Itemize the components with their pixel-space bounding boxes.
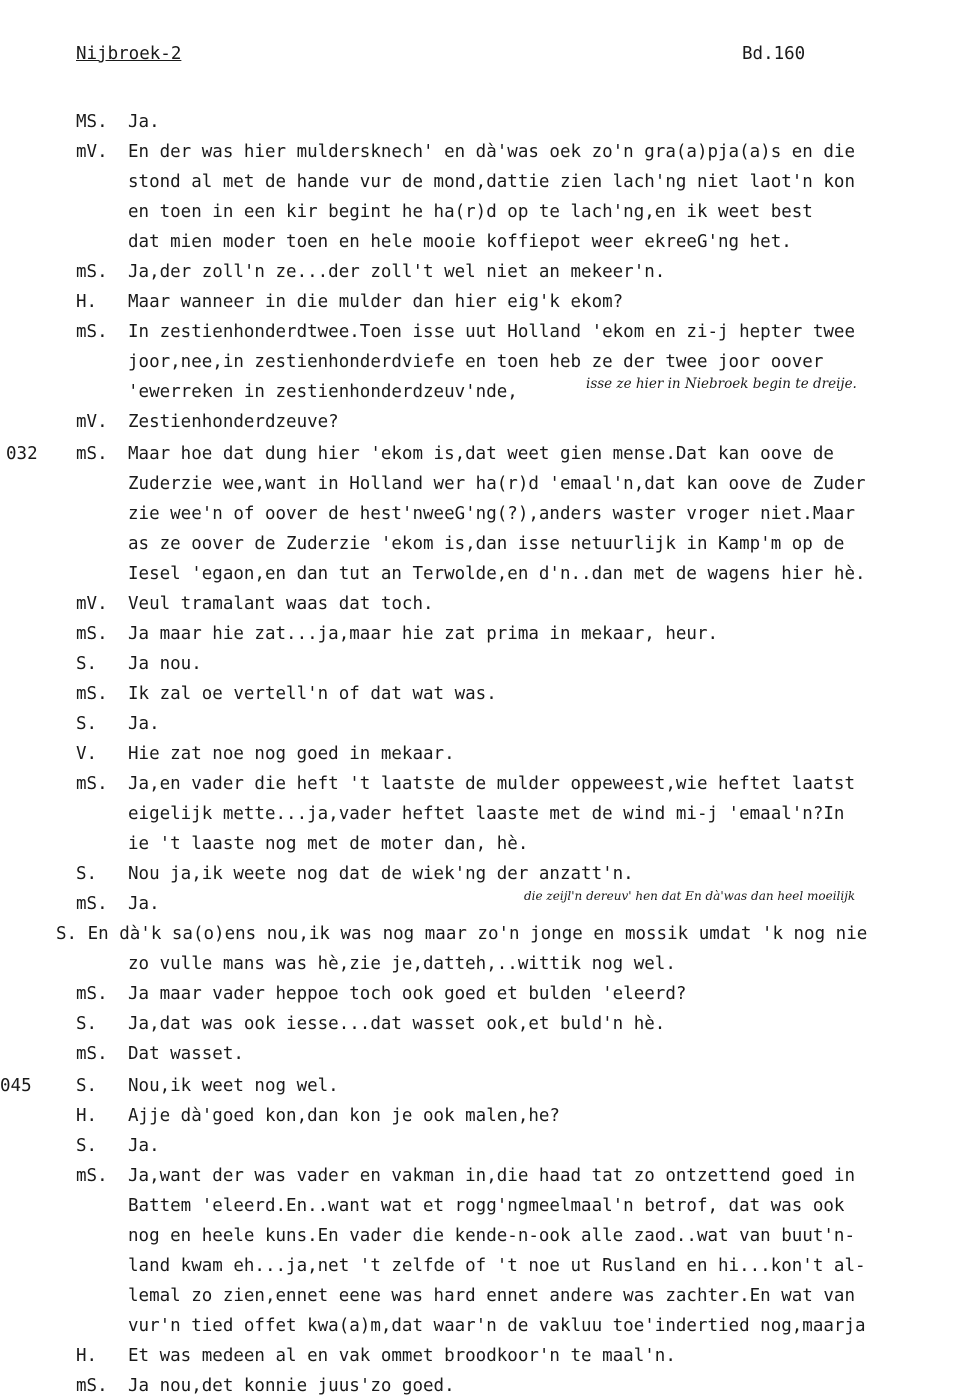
line-text: En der was hier muldersknech' en dà'was oek zo'n gra(a)pja(a)s en die: [128, 142, 855, 162]
line-text: Dat wasset.: [128, 1044, 244, 1064]
speaker-label: mV.: [76, 594, 108, 614]
transcript-line: [0, 110, 979, 140]
line-text: Iesel 'egaon,en dan tut an Terwolde,en d'n..dan met de wagens hier hè.: [128, 564, 866, 584]
speaker-label: mS.: [76, 624, 108, 644]
speaker-label: mV.: [76, 142, 108, 162]
line-text: Hie zat noe nog goed in mekaar.: [128, 744, 455, 764]
page-number: Bd.160: [742, 44, 806, 64]
line-text: Ja,want der was vader en vakman in,die haad tat zo ontzettend goed in: [128, 1166, 855, 1186]
transcript-line: [0, 742, 979, 772]
speaker-label: mS.: [76, 984, 108, 1004]
line-text: Maar wanneer in die mulder dan hier eig'k ekom?: [128, 292, 624, 312]
line-text: nog en heele kuns.En vader die kende-n-ook alle zaod..wat van buut'n-: [128, 1226, 855, 1246]
speaker-label: mS.: [76, 1044, 108, 1064]
margin-timestamp: 045: [0, 1076, 32, 1096]
transcript-line: [0, 1042, 979, 1072]
transcript-line: [0, 1344, 979, 1374]
line-text: Ja.: [128, 714, 160, 734]
transcript-line: [0, 652, 979, 682]
line-text: en toen in een kir begint he ha(r)d op te lach'ng,en ik weet best: [128, 202, 813, 222]
speaker-label: S.: [76, 864, 98, 884]
line-text: 'ewerreken in zestienhonderdzeuv'nde,: [128, 382, 518, 402]
transcript-line: [0, 472, 979, 502]
speaker-label: mS.: [76, 1166, 108, 1186]
speaker-label: mS.: [76, 322, 108, 342]
transcript-line: [0, 1254, 979, 1284]
line-text: Zestienhonderdzeuve?: [128, 412, 339, 432]
transcript-line: [0, 320, 979, 350]
line-text: Ja,dat was ook iesse...dat wasset ook,et buld'n hè.: [128, 1014, 666, 1034]
speaker-label: V.: [76, 744, 98, 764]
transcript-line: [0, 562, 979, 592]
transcript-line: [0, 802, 979, 832]
line-text: Ja.: [128, 894, 160, 914]
line-text: Veul tramalant waas dat toch.: [128, 594, 434, 614]
line-text: lemal zo zien,ennet eene was hard ennet andere was zachter.En wat van: [128, 1286, 855, 1306]
line-text: Battem 'eleerd.En..want wat et rogg'ngmeelmaal'n betrof, dat was ook: [128, 1196, 845, 1216]
transcript-line: [0, 592, 979, 622]
transcript-line: [0, 832, 979, 862]
margin-timestamp: 032: [6, 444, 38, 464]
line-text: Ajje dà'goed kon,dan kon je ook malen,he?: [128, 1106, 560, 1126]
transcript-line: [0, 982, 979, 1012]
speaker-label: mS.: [76, 894, 108, 914]
line-text: Ja.: [128, 112, 160, 132]
line-text: Ja nou.: [128, 654, 202, 674]
line-text: Zuderzie wee,want in Holland wer ha(r)d 'emaal'n,dat kan oove de Zuder: [128, 474, 866, 494]
transcript-line: [0, 532, 979, 562]
line-text: Ja maar vader heppoe toch ook goed et bulden 'eleerd?: [128, 984, 687, 1004]
line-text: S. En dà'k sa(o)ens nou,ik was nog maar zo'n jonge en mossik umdat 'k nog nie: [56, 924, 868, 944]
line-text: ie 't laaste nog met de moter dan, hè.: [128, 834, 529, 854]
transcript-line: [0, 410, 979, 440]
speaker-label: S.: [76, 1136, 98, 1156]
line-text: zo vulle mans was hè,zie je,datteh,..wittik nog wel.: [128, 954, 676, 974]
speaker-label: S.: [76, 1014, 98, 1034]
transcript-line: [0, 1134, 979, 1164]
transcript-line: [0, 1164, 979, 1194]
line-text: Nou ja,ik weete nog dat de wiek'ng der anzatt'n.: [128, 864, 634, 884]
transcript-line: [0, 1374, 979, 1395]
line-text: Ik zal oe vertell'n of dat wat was.: [128, 684, 497, 704]
speaker-label: mS.: [76, 262, 108, 282]
speaker-label: H.: [76, 1106, 98, 1126]
line-text: eigelijk mette...ja,vader heftet laaste met de wind mi-j 'emaal'n?In: [128, 804, 845, 824]
transcript-line: [0, 682, 979, 712]
line-text: Ja maar hie zat...ja,maar hie zat prima in mekaar, heur.: [128, 624, 719, 644]
handwritten-note: isse ze hier in Niebroek begin te dreije.: [586, 376, 857, 392]
transcript-line: [0, 622, 979, 652]
line-text: vur'n tied offet kwa(a)m,dat waar'n de vakluu toe'indertied nog,maarja: [128, 1316, 866, 1336]
speaker-label: S.: [76, 1076, 98, 1096]
transcript-line: [0, 1314, 979, 1344]
transcript-line: [0, 442, 979, 472]
transcript-line: [0, 502, 979, 532]
speaker-label: H.: [76, 1346, 98, 1366]
transcript-line: [0, 922, 979, 952]
line-text: stond al met de hande vur de mond,dattie zien lach'ng niet laot'n kon: [128, 172, 855, 192]
speaker-label: mS.: [76, 444, 108, 464]
line-text: Maar hoe dat dung hier 'ekom is,dat weet gien mense.Dat kan oove de: [128, 444, 834, 464]
line-text: Et was medeen al en vak ommet broodkoor'n te maal'n.: [128, 1346, 676, 1366]
document-title: Nijbroek-2: [76, 44, 182, 64]
transcript-line: [0, 1284, 979, 1314]
transcript-line: [0, 140, 979, 170]
transcript-line: [0, 772, 979, 802]
speaker-label: S.: [76, 714, 98, 734]
transcript-line: [0, 1012, 979, 1042]
speaker-label: mS.: [76, 1376, 108, 1395]
transcript-line: [0, 1194, 979, 1224]
transcript-line: [0, 170, 979, 200]
handwritten-note: die zeijl'n dereuv' hen dat En dà'was dan heel moeilijk: [524, 889, 856, 903]
line-text: as ze oover de Zuderzie 'ekom is,dan isse netuurlijk in Kamp'm op de: [128, 534, 845, 554]
line-text: Ja nou,det konnie juus'zo goed.: [128, 1376, 455, 1395]
line-text: dat mien moder toen en hele mooie koffiepot weer ekreeG'ng het.: [128, 232, 792, 252]
transcript-line: [0, 1224, 979, 1254]
speaker-label: mS.: [76, 774, 108, 794]
line-text: joor,nee,in zestienhonderdviefe en toen heb ze der twee joor oover: [128, 352, 824, 372]
line-text: zie wee'n of oover de hest'nweeG'ng(?),anders waster vroger niet.Maar: [128, 504, 855, 524]
transcript-line: [0, 952, 979, 982]
line-text: Ja.: [128, 1136, 160, 1156]
transcript-line: [0, 1104, 979, 1134]
transcript-line: [0, 1074, 979, 1104]
line-text: land kwam eh...ja,net 't zelfde of 't noe ut Rusland en hi...kon't al-: [128, 1256, 866, 1276]
line-text: Ja,der zoll'n ze...der zoll't wel niet an mekeer'n.: [128, 262, 666, 282]
line-text: Ja,en vader die heft 't laatste de mulder oppeweest,wie heftet laatst: [128, 774, 855, 794]
transcript-line: [0, 260, 979, 290]
line-text: Nou,ik weet nog wel.: [128, 1076, 339, 1096]
speaker-label: mV.: [76, 412, 108, 432]
transcript-line: [0, 290, 979, 320]
speaker-label: H.: [76, 292, 98, 312]
speaker-label: MS.: [76, 112, 108, 132]
speaker-label: mS.: [76, 684, 108, 704]
transcript-line: [0, 200, 979, 230]
transcript-line: [0, 230, 979, 260]
transcript-line: [0, 712, 979, 742]
line-text: In zestienhonderdtwee.Toen isse uut Holland 'ekom en zi-j hepter twee: [128, 322, 855, 342]
speaker-label: S.: [76, 654, 98, 674]
